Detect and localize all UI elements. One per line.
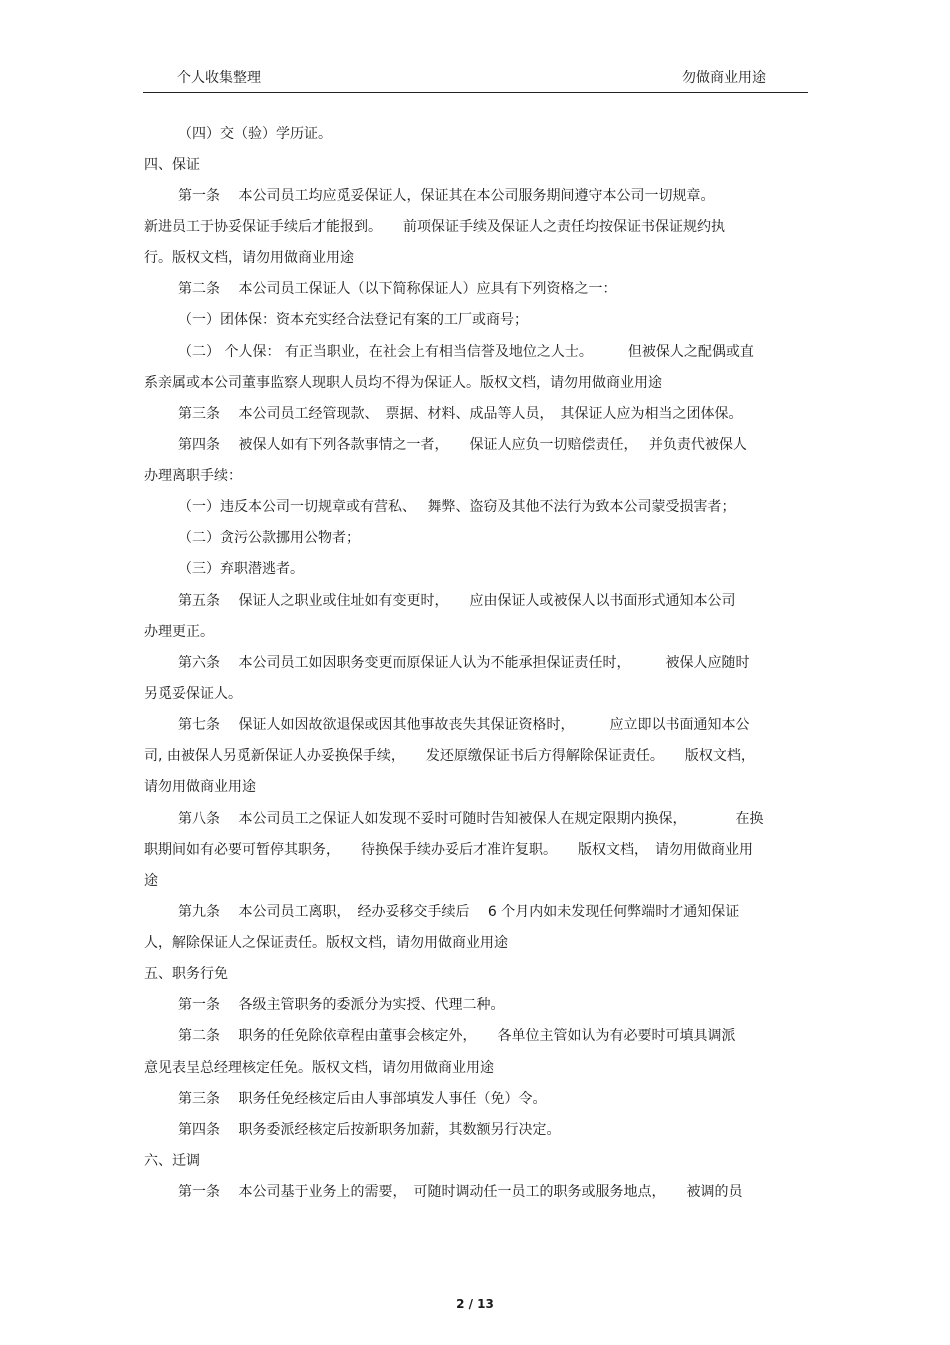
text-line: 请勿用做商业用途 [144,779,256,795]
text-line: （二） 个人保： 有正当职业，在社会上有相当信誉及地位之人士。 但被保人之配偶或直 [178,344,754,360]
text-line: 第四条 被保人如有下列各款事情之一者， 保证人应负一切赔偿责任， 并负责代被保人 [178,437,747,453]
text-line: 第一条 本公司基于业务上的需要， 可随时调动任一员工的职务或服务地点， 被调的员 [178,1184,743,1200]
section-heading: 六、迁调 [144,1153,200,1169]
page-number: 2 / 13 [456,1297,494,1311]
text-line: 第五条 保证人之职业或住址如有变更时， 应由保证人或被保人以书面形式通知本公司 [178,593,736,609]
text-line: 第一条 本公司员工均应觅妥保证人，保证其在本公司服务期间遵守本公司一切规章。 [178,188,715,204]
text-line: 第二条 职务的任免除依章程由董事会核定外， 各单位主管如认为有必要时可填具调派 [178,1028,736,1044]
text-line: 办理离职手续： [144,468,242,484]
text-line: 第六条 本公司员工如因职务变更而原保证人认为不能承担保证责任时， 被保人应随时 [178,655,750,671]
text-line: 职期间如有必要可暂停其职务， 待换保手续办妥后才准许复职。 版权文档， 请勿用做商业用 [144,842,753,858]
text-line: （二）贪污公款挪用公物者； [178,530,360,546]
text-line: （四）交（验）学历证。 [178,126,332,142]
text-line: 第二条 本公司员工保证人（以下简称保证人）应具有下列资格之一： [178,281,617,297]
text-line: 第三条 职务任免经核定后由人事部填发人事任（免）令。 [178,1091,547,1107]
text-line: 系亲属或本公司董事监察人现职人员均不得为保证人。版权文档，请勿用做商业用途 [144,375,662,391]
text-line: 司, 由被保人另觅新保证人办妥换保手续， 发还原缴保证书后方得解除保证责任。 版权文档， [144,748,755,764]
text-line: 行。版权文档，请勿用做商业用途 [144,250,354,266]
text-line: （一）团体保：资本充实经合法登记有案的工厂或商号； [178,312,528,328]
text-line: 第四条 职务委派经核定后按新职务加薪，其数额另行决定。 [178,1122,561,1138]
text-line: 意见表呈总经理核定任免。版权文档，请勿用做商业用途 [144,1060,494,1076]
text-line: 新进员工于协妥保证手续后才能报到。 前项保证手续及保证人之责任均按保证书保证规约执 [144,219,725,235]
text-line: 第七条 保证人如因故欲退保或因其他事故丧失其保证资格时， 应立即以书面通知本公 [178,717,750,733]
text-line: 第八条 本公司员工之保证人如发现不妥时可随时告知被保人在规定限期内换保， 在换 [178,811,764,827]
text-line: 第九条 本公司员工离职， 经办妥移交手续后 6 个月内如未发现任何弊端时才通知保证 [178,904,740,920]
section-heading: 四、保证 [144,157,200,173]
section-heading: 五、职务行免 [144,966,228,982]
header-right-text: 勿做商业用途 [682,70,766,86]
text-line: 途 [144,873,158,889]
text-line: 办理更正。 [144,624,214,640]
text-line: （三）弃职潜逃者。 [178,561,304,577]
header-left-text: 个人收集整理 [177,70,261,86]
text-line: 人，解除保证人之保证责任。版权文档，请勿用做商业用途 [144,935,508,951]
text-line: 另觅妥保证人。 [144,686,242,702]
text-line: 第一条 各级主管职务的委派分为实授、代理二种。 [178,997,505,1013]
text-line: （一）违反本公司一切规章或有营私、 舞弊、盗窃及其他不法行为致本公司蒙受损害者； [178,499,736,515]
text-line: 第三条 本公司员工经管现款、 票据、材料、成品等人员， 其保证人应为相当之团体保。 [178,406,743,422]
